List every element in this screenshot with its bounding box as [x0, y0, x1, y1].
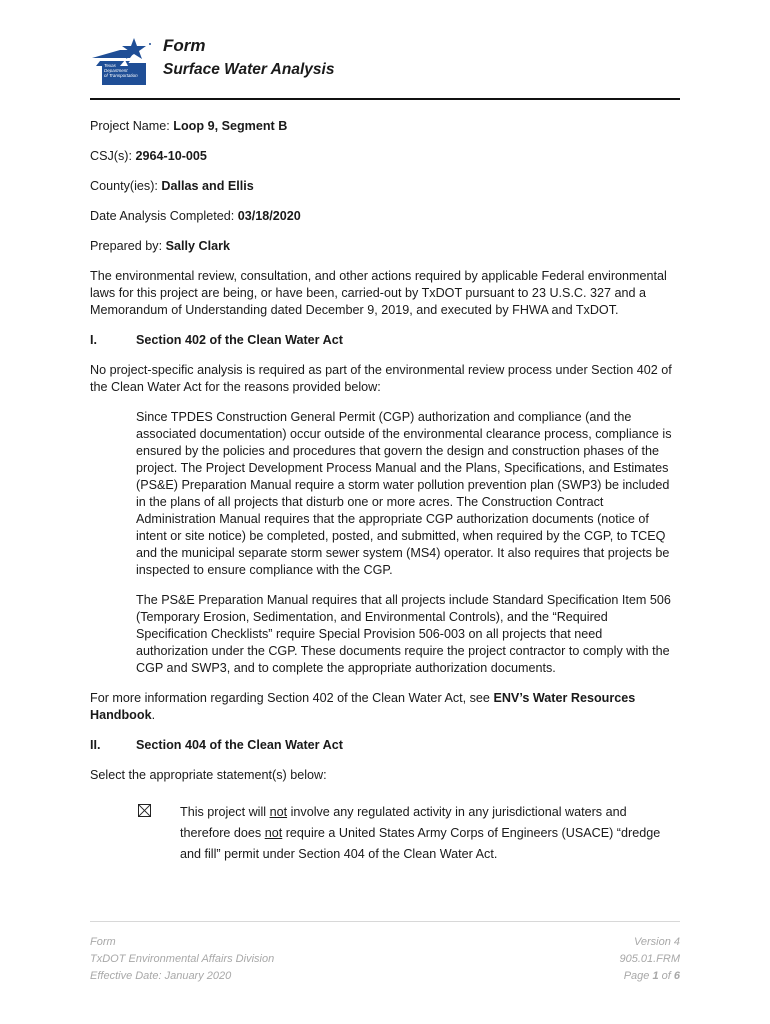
counties-label: County(ies): [90, 179, 162, 193]
logo-wordmark [104, 63, 138, 78]
txdot-logo-icon [90, 36, 152, 86]
water-resources-handbook-link[interactable]: ENV’s Water Resources Handbook [90, 691, 636, 722]
footer-left [90, 934, 274, 985]
logo-line-3: of Transportation [104, 73, 138, 78]
project-name-value: Loop 9, Segment B [173, 119, 288, 133]
option-emphasis-not-1: not [269, 805, 288, 819]
option-text-a: This project will [180, 805, 270, 819]
form-label: Form [163, 36, 206, 55]
section-2-heading [90, 737, 680, 754]
section-2-lead: Select the appropriate statement(s) below: [90, 768, 327, 782]
counties-value: Dallas and Ellis [161, 179, 254, 193]
footer-division: TxDOT Environmental Affairs Division [90, 953, 275, 965]
document-body [90, 118, 680, 865]
footer-effective-date: Effective Date: January 2020 [90, 970, 232, 982]
section-2-title: Section 404 of the Clean Water Act [136, 738, 343, 752]
project-name-field [90, 118, 680, 135]
prepared-by-field [90, 238, 680, 255]
section-1-heading [90, 332, 680, 349]
page-of: of [658, 970, 674, 982]
counties-field [90, 178, 680, 195]
option-text-c: require a United States Army Corps of Engineers (USACE) “dredge and fill” permit under Section 404 of the Clean Water Act. [180, 826, 661, 861]
section-1-para-2: The PS&E Preparation Manual requires that all projects include Standard Specification Item 506 (Temporary Erosion, Sedimentation, and Environmental Controls), and the “Required Specification Checklists” require Special Provision 506-003 on all projects that need authorization under the CGP. These documents require the project contractor to comply with the CGP and SWP3, and to complete the appropriate authorization documents. [136, 593, 671, 675]
csj-value: 2964-10-005 [135, 149, 207, 163]
checked-checkbox-icon[interactable] [138, 804, 151, 817]
logo-line-1: Texas [104, 63, 116, 68]
csj-label: CSJ(s): [90, 149, 136, 163]
option-emphasis-not-2: not [264, 826, 283, 840]
footer-page-number [619, 968, 680, 985]
section-404-option-1 [136, 802, 680, 865]
page-prefix: Page [623, 970, 653, 982]
date-label: Date Analysis Completed: [90, 209, 238, 223]
section-2-number: II. [90, 738, 101, 752]
date-value: 03/18/2020 [237, 209, 301, 223]
footer-form-number: 905.01.FRM [619, 953, 680, 965]
section-1-more-info [90, 690, 680, 724]
footer-version: Version 4 [633, 936, 680, 948]
prepared-by-value: Sally Clark [165, 239, 231, 253]
more-info-text: For more information regarding Section 402 of the Clean Water Act, see [90, 691, 494, 705]
section-1-title: Section 402 of the Clean Water Act [136, 333, 343, 347]
date-field [90, 208, 680, 225]
csj-field [90, 148, 680, 165]
page-title: Surface Water Analysis [163, 61, 335, 78]
section-1-para-1: Since TPDES Construction General Permit (CGP) authorization and compliance (and the associated documentation) occur outside of the environmental clearance process, compliance is ensured by the policies and procedures that govern the design and construction phases of the project. The Project Development Process Manual and the Plans, Specifications, and Estimates (PS&E) Preparation Manual require a storm water pollution prevention plan (SWP3) be included in the plans of all projects that disturb one or more acres. The Construction Contract Administration Manual requires that the appropriate CGP authorization documents (notice of intent or site notice) be completed, posted, and submitted, when required by the CGP, to TCEQ and the municipal separate storm sewer system (MS4) operator. It also requires that projects be inspected to ensure compliance with the CGP. [136, 410, 672, 577]
more-info-suffix: . [151, 708, 156, 722]
footer-right [619, 934, 680, 985]
project-name-label: Project Name: [90, 119, 174, 133]
page-total: 6 [673, 970, 680, 982]
intro-paragraph: The environmental review, consultation, and other actions required by applicable Federal environmental laws for this project are being, or have been, carried-out by TxDOT pursuant to 23 U.S.C. 327 and a Memorandum of Understanding dated December 9, 2019, and executed by FHWA and TxDOT. [90, 269, 667, 317]
footer-form-label: Form [90, 936, 116, 948]
option-text-b: involve any regulated activity in any jurisdictional waters and therefore does [180, 805, 627, 840]
section-1-number: I. [90, 333, 97, 347]
page-current: 1 [652, 970, 659, 982]
page-footer [90, 921, 680, 982]
logo-line-2: Department [104, 68, 128, 73]
prepared-by-label: Prepared by: [90, 239, 166, 253]
page-header [90, 34, 680, 100]
section-1-lead: No project-specific analysis is required as part of the environmental review process under Section 402 of the Clean Water Act for the reasons provided below: [90, 363, 672, 394]
